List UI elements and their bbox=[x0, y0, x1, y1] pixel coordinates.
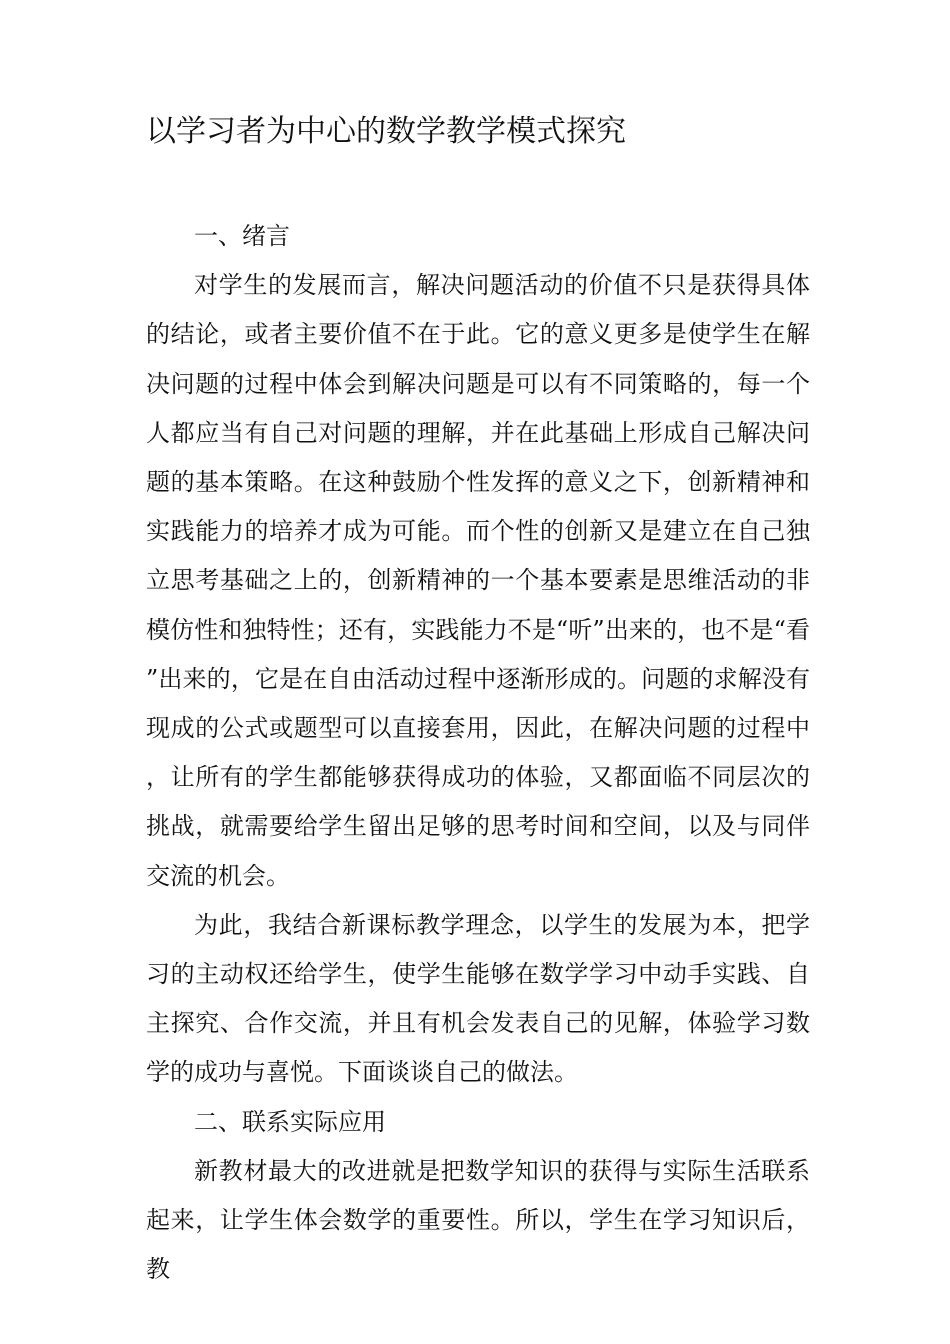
paragraph: 新教材最大的改进就是把数学知识的获得与实际生活联系起来，让学生体会数学的重要性。所以，学生在学习知识后，教 bbox=[146, 1156, 810, 1284]
document-title: 以学习者为中心的数学教学模式探究 bbox=[146, 114, 626, 149]
section-heading-practical-application: 二、联系实际应用 bbox=[194, 1107, 386, 1136]
paragraph: 对学生的发展而言，解决问题活动的价值不只是获得具体的结论，或者主要价值不在于此。它的意义更多是使学生在解决问题的过程中体会到解决问题是可以有不同策略的，每一个人都应当有自己对问题的理解，并在此基础上形成自己解决问题的基本策略。在这种鼓励个性发挥的意义之下，创新精神和实践能力的培养才成为可能。而个性的创新又是建立在自己独立思考基础之上的，创新精神的一个基本要素是思维活动的非模仿性和独特性；还有，实践能力不是“听”出来的，也不是“看”出来的，它是在自由活动过程中逐渐形成的。问题的求解没有现成的公式或题型可以直接套用，因此，在解决问题的过程中，让所有的学生都能够获得成功的体验，又都面临不同层次的挑战，就需要给学生留出足够的思考时间和空间，以及与同伴交流的机会。 bbox=[146, 271, 810, 890]
section-heading-introduction: 一、绪言 bbox=[194, 222, 290, 250]
paragraph: 为此，我结合新课标教学理念，以学生的发展为本，把学习的主动权还给学生，使学生能够在数学学习中动手实践、自主探究、合作交流，并且有机会发表自己的见解，体验学习数学的成功与喜悦。下面谈谈自己的做法。 bbox=[146, 910, 810, 1087]
document-body bbox=[146, 212, 810, 1294]
